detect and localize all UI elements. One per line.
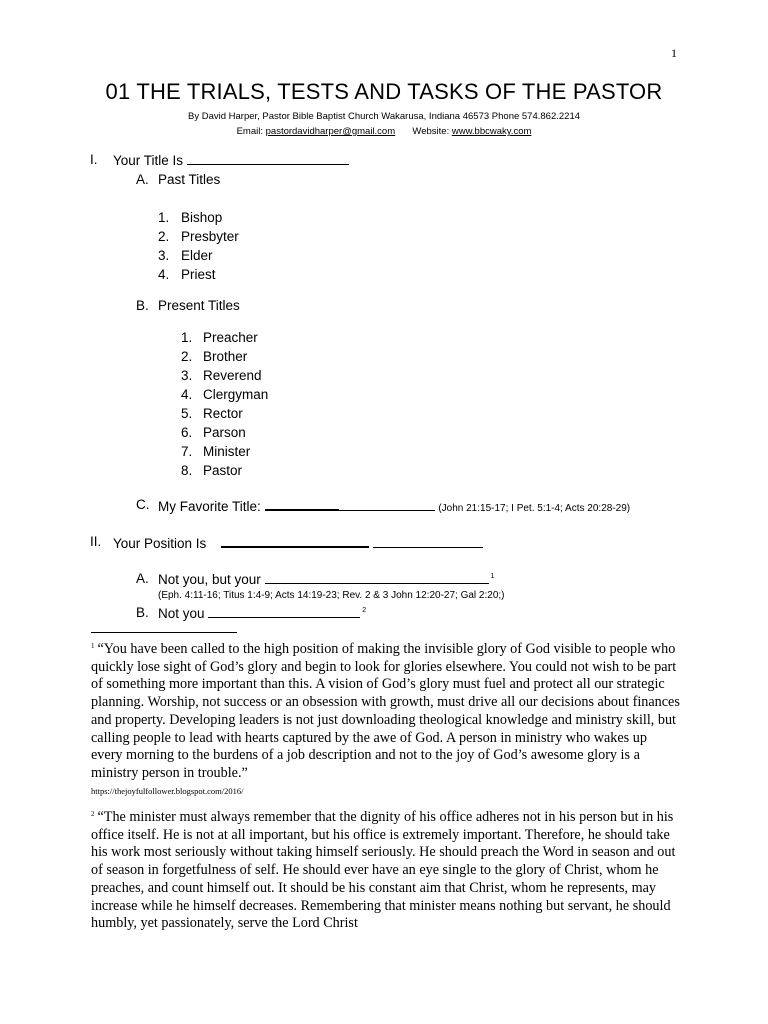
position-blank bbox=[221, 534, 369, 548]
favorite-title-label: My Favorite Title: (John 21:15-17; I Pet. 5:1-4; Acts 20:28-29) bbox=[158, 499, 631, 514]
list-item: 5. Rector bbox=[181, 406, 243, 421]
list-item: 6. Parson bbox=[181, 425, 246, 440]
list-item: 2. Presbyter bbox=[158, 229, 239, 244]
author-byline: By David Harper, Pastor Bible Baptist Church Wakarusa, Indiana 46573 Phone 574.862.2214 bbox=[187, 111, 581, 122]
list-item: 2. Brother bbox=[181, 349, 248, 364]
favorite-title-line: C. My Favorite Title: (John 21:15-17; I Pet. 5:1-4; Acts 20:28-29) bbox=[136, 497, 631, 514]
list-item: 3. Reverend bbox=[181, 368, 262, 383]
document-title: 01 THE TRIALS, TESTS AND TASKS OF THE PASTOR bbox=[105, 79, 663, 104]
footnote-mark: 1 bbox=[91, 642, 95, 650]
past-titles-heading: A. Past Titles bbox=[136, 172, 221, 187]
title-blank bbox=[187, 152, 349, 165]
list-item: 4. Clergyman bbox=[181, 387, 269, 402]
scripture-references: (John 21:15-17; I Pet. 5:1-4; Acts 20:28-29) bbox=[438, 503, 631, 514]
footnote-ref-2[interactable]: 2 bbox=[362, 607, 367, 614]
page-number: 1 bbox=[671, 46, 677, 60]
email-link[interactable]: pastordavidharper@gmail.com bbox=[265, 126, 396, 137]
scripture-references: (Eph. 4:11-16; Titus 1:4-9; Acts 14:19-23; Rev. 2 & 3 John 12:20-27; Gal 2:20;) bbox=[158, 590, 505, 601]
website-link[interactable]: www.bbcwaky.com bbox=[451, 126, 532, 137]
footnote-source-url[interactable]: https://thejoyfulfollower.blogspot.com/2016/ bbox=[91, 785, 244, 796]
position-b-blank bbox=[208, 605, 360, 618]
footnote-text: “You have been called to the high position of making the invisible glory of God visible to people who quickly lose sight of God’s glory and begin to look for glories elsewhere. You could not wish to be part of something more important than this. A vision of God’s glory must fuel and protect all our strategic planning. Worship, not success or an obsession with growth, must drive all our decisions about finances and property. Developing leaders is not just downloading theological knowledge and ministry skill, but calling people to lead with hearts captured by the awe of God. A person in ministry who wakes up every morning to the burdens of a job description and not to the joy of God’s awesome glory is a ministry person in trouble.” bbox=[91, 641, 680, 781]
footnote-mark: 2 bbox=[91, 810, 95, 818]
section-2-title: Your Position Is bbox=[113, 534, 483, 551]
position-a-blank bbox=[265, 571, 489, 584]
website-label: Website: bbox=[412, 126, 450, 137]
position-a-line: A. Not you, but your $^1$ bbox=[136, 571, 495, 587]
footnote-separator bbox=[91, 632, 237, 633]
section-2-heading bbox=[90, 534, 207, 551]
list-item: 4. Priest bbox=[158, 267, 216, 282]
footnote-1 bbox=[91, 638, 681, 800]
present-titles-heading: B. Present Titles bbox=[136, 298, 240, 313]
footnote-ref-1[interactable]: 1 bbox=[490, 573, 495, 580]
footnote-text: “The minister must always remember that the dignity of his office adheres not in his person but in his office itself. He is not at all important, but his office is extremely important. Therefore, he should take his work most seriously without taking himself seriously. He should preach the Word in season and out of season in forgetfulness of self. He should ever have an eye single to the glory of Christ, whom he preaches, and count himself out. It should be his constant aim that Christ, whom he represents, may increase while he himself decreases. Remembering that minister means nothing but servant, he should humbly, yet passionately, serve the Lord Christ bbox=[91, 809, 676, 932]
favorite-title-blank bbox=[265, 497, 339, 511]
section-1-numeral: I. bbox=[90, 152, 98, 167]
section-1-heading bbox=[90, 152, 184, 168]
email-label: Email: bbox=[236, 126, 263, 137]
list-item: 8. Pastor bbox=[181, 463, 243, 478]
list-item: 1. Preacher bbox=[181, 330, 258, 345]
list-item: 3. Elder bbox=[158, 248, 213, 263]
list-item: 7. Minister bbox=[181, 444, 251, 459]
section-1-title: Your Title Is bbox=[113, 152, 349, 168]
contact-line bbox=[0, 126, 768, 137]
section-2-numeral: II. bbox=[90, 534, 102, 549]
position-b-line: B. Not you $^2$ bbox=[136, 605, 367, 621]
footnote-2 bbox=[91, 806, 681, 933]
list-item: 1. Bishop bbox=[158, 210, 223, 225]
